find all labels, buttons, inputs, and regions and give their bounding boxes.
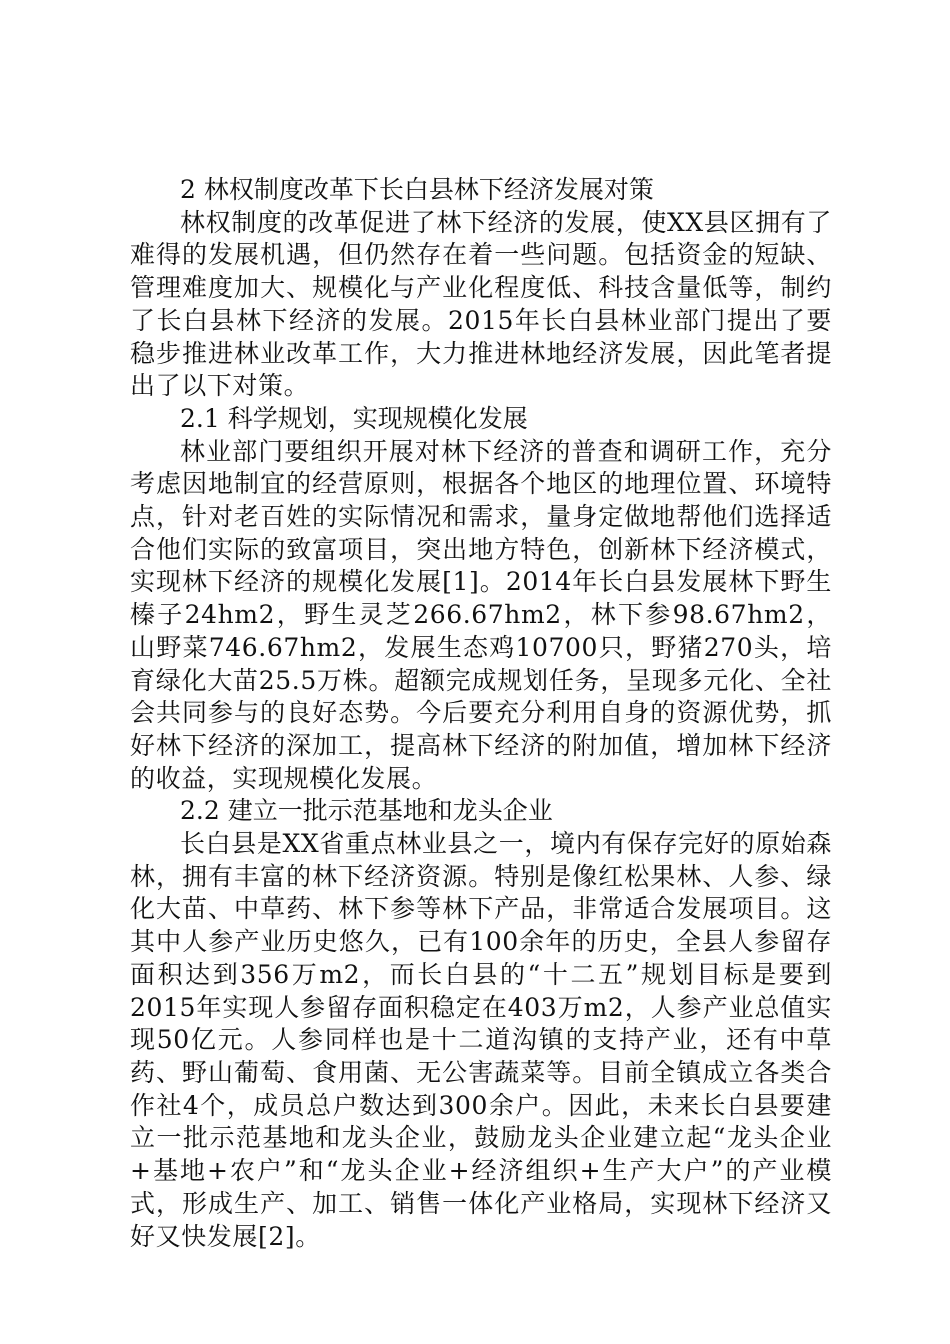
section-heading-2-2: 2.2 建立一批示范基地和龙头企业	[180, 796, 553, 826]
section-heading-2: 2 林权制度改革下长白县林下经济发展对策	[180, 175, 654, 204]
section-paragraph-2-2: 长白县是XX省重点林业县之一，境内有保存完好的原始森林，拥有丰富的林下经济资源。特别是像红松果林、人参、绿化大苗、中草药、林下参等林下产品，非常适合发展项目。这其中人参产业历史悠久，已有100余年的历史，全县人参留存面积达到356万m2，而长白县的“十二五”规划目标是要到2015年实现人参留存面积稳定在403万m2，人参产业总值实现50亿元。人参同样也是十二道沟镇的支持产业，还有中草药、野山葡萄、食用菌、无公害蔬菜等。目前全镇成立各类合作社4个，成员总户数达到300余户。因此，未来长白县要建立一批示范基地和龙头企业，鼓励龙头企业建立起“龙头企业+基地+农户”和“龙头企业+经济组织+生产大户”的产业模式，形成生产、加工、销售一体化产业格局，实现林下经济又好又快发展[2]。	[130, 829, 832, 1251]
section-paragraph-2-1: 林业部门要组织开展对林下经济的普查和调研工作，充分考虑因地制宜的经营原则，根据各个地区的地理位置、环境特点，针对老百姓的实际情况和需求，量身定做地帮他们选择适合他们实际的致富项目，突出地方特色，创新林下经济模式，实现林下经济的规模化发展[1]。2014年长白县发展林下野生榛子24hm2，野生灵芝266.67hm2，林下参98.67hm2，山野菜746.67hm2，发展生态鸡10700只，野猪270头，培育绿化大苗25.5万株。超额完成规划任务，呈现多元化、全社会共同参与的良好态势。今后要充分利用自身的资源优势，抓好林下经济的深加工，提高林下经济的附加值，增加林下经济的收益，实现规模化发展。	[130, 436, 832, 793]
section-paragraph-2: 林权制度的改革促进了林下经济的发展，使XX县区拥有了难得的发展机遇，但仍然存在着一些问题。包括资金的短缺、管理难度加大、规模化与产业化程度低、科技含量低等，制约了长白县林下经济的发展。2015年长白县林业部门提出了要稳步推进林业改革工作，大力推进林地经济发展，因此笔者提出了以下对策。	[130, 207, 832, 401]
document-page	[130, 174, 832, 1253]
section-heading-2-1: 2.1 科学规划，实现规模化发展	[180, 403, 528, 433]
